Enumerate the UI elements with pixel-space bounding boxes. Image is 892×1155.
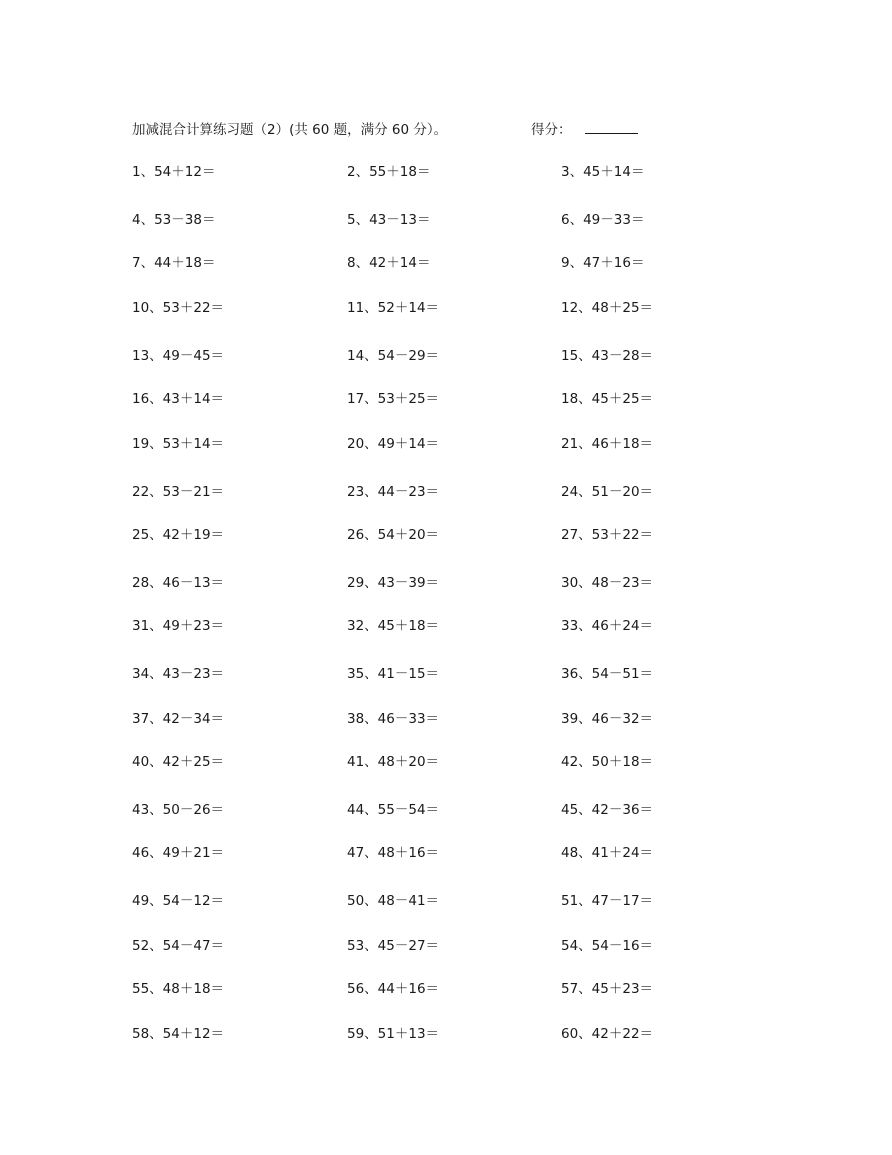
problem-item: 60、42＋22＝ <box>561 1026 654 1042</box>
problem-item: 30、48－23＝ <box>561 575 654 591</box>
problem-item: 19、53＋14＝ <box>132 436 225 452</box>
problem-item: 17、53＋25＝ <box>347 391 440 407</box>
worksheet-title: 加减混合计算练习题（2）(共 60 题，满分 60 分）。 <box>132 122 448 138</box>
problem-item: 47、48＋16＝ <box>347 845 440 861</box>
problem-item: 22、53－21＝ <box>132 484 225 500</box>
problem-item: 28、46－13＝ <box>132 575 225 591</box>
problem-item: 33、46＋24＝ <box>561 618 654 634</box>
problem-item: 24、51－20＝ <box>561 484 654 500</box>
problem-item: 37、42－34＝ <box>132 711 225 727</box>
problem-item: 38、46－33＝ <box>347 711 440 727</box>
problem-item: 7、44＋18＝ <box>132 255 216 271</box>
problem-item: 6、49－33＝ <box>561 212 645 228</box>
problem-item: 57、45＋23＝ <box>561 981 654 997</box>
problem-item: 44、55－54＝ <box>347 802 440 818</box>
problem-item: 32、45＋18＝ <box>347 618 440 634</box>
problem-item: 49、54－12＝ <box>132 893 225 909</box>
problem-item: 2、55＋18＝ <box>347 164 431 180</box>
problem-item: 8、42＋14＝ <box>347 255 431 271</box>
problem-item: 4、53－38＝ <box>132 212 216 228</box>
problem-item: 42、50＋18＝ <box>561 754 654 770</box>
problem-item: 56、44＋16＝ <box>347 981 440 997</box>
problem-item: 31、49＋23＝ <box>132 618 225 634</box>
problem-item: 26、54＋20＝ <box>347 527 440 543</box>
problem-item: 58、54＋12＝ <box>132 1026 225 1042</box>
problem-item: 48、41＋24＝ <box>561 845 654 861</box>
problem-item: 46、49＋21＝ <box>132 845 225 861</box>
problem-item: 20、49＋14＝ <box>347 436 440 452</box>
problem-item: 43、50－26＝ <box>132 802 225 818</box>
problem-item: 55、48＋18＝ <box>132 981 225 997</box>
problem-item: 14、54－29＝ <box>347 348 440 364</box>
problem-item: 45、42－36＝ <box>561 802 654 818</box>
problem-item: 27、53＋22＝ <box>561 527 654 543</box>
problem-item: 59、51＋13＝ <box>347 1026 440 1042</box>
problem-item: 25、42＋19＝ <box>132 527 225 543</box>
problem-item: 29、43－39＝ <box>347 575 440 591</box>
problem-item: 21、46＋18＝ <box>561 436 654 452</box>
problem-item: 15、43－28＝ <box>561 348 654 364</box>
problem-item: 23、44－23＝ <box>347 484 440 500</box>
problem-item: 54、54－16＝ <box>561 938 654 954</box>
problem-item: 11、52＋14＝ <box>347 300 440 316</box>
problem-item: 10、53＋22＝ <box>132 300 225 316</box>
problem-item: 13、49－45＝ <box>132 348 225 364</box>
problem-item: 5、43－13＝ <box>347 212 431 228</box>
problem-item: 36、54－51＝ <box>561 666 654 682</box>
score-label: 得分： <box>531 122 572 138</box>
problem-item: 50、48－41＝ <box>347 893 440 909</box>
problem-item: 35、41－15＝ <box>347 666 440 682</box>
problem-item: 52、54－47＝ <box>132 938 225 954</box>
problem-item: 3、45＋14＝ <box>561 164 645 180</box>
problem-item: 18、45＋25＝ <box>561 391 654 407</box>
problem-item: 16、43＋14＝ <box>132 391 225 407</box>
problem-grid <box>132 0 732 1155</box>
problem-item: 40、42＋25＝ <box>132 754 225 770</box>
problem-item: 12、48＋25＝ <box>561 300 654 316</box>
problem-item: 51、47－17＝ <box>561 893 654 909</box>
problem-item: 53、45－27＝ <box>347 938 440 954</box>
problem-item: 39、46－32＝ <box>561 711 654 727</box>
problem-item: 41、48＋20＝ <box>347 754 440 770</box>
problem-item: 34、43－23＝ <box>132 666 225 682</box>
problem-item: 9、47＋16＝ <box>561 255 645 271</box>
problem-item: 1、54＋12＝ <box>132 164 216 180</box>
